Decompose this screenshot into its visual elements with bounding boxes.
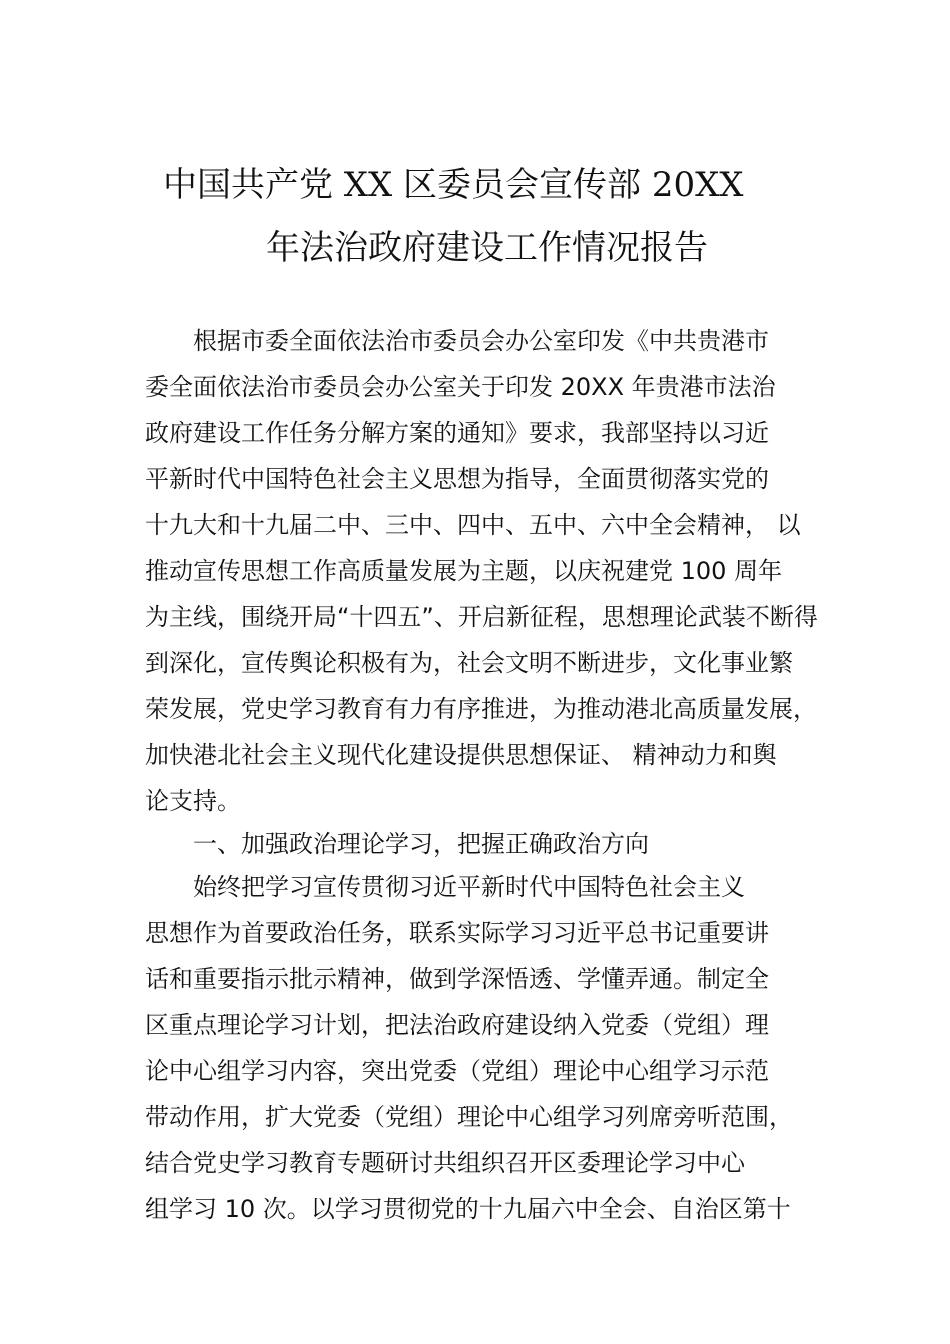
paragraph-line: 为主线，围绕开局“十四五”、开启新征程，思想理论武装不断得 <box>145 603 818 631</box>
paragraph-line: 推动宣传思想工作高质量发展为主题，以庆祝建党 100 周年 <box>145 557 783 585</box>
document-title-line-1: 中国共产党 XX 区委员会宣传部 20XX <box>163 165 744 205</box>
paragraph-line: 根据市委全面依法治市委员会办公室印发《中共贵港市 <box>193 327 769 355</box>
paragraph-line: 话和重要指示批示精神，做到学深悟透、学懂弄通。制定全 <box>145 965 769 993</box>
paragraph-line: 十九大和十九届二中、三中、四中、五中、六中全会精神， 以 <box>145 511 801 539</box>
paragraph-line: 始终把学习宣传贯彻习近平新时代中国特色社会主义 <box>193 873 745 901</box>
paragraph-line: 论支持。 <box>145 787 241 815</box>
paragraph-line: 政府建设工作任务分解方案的通知》要求，我部坚持以习近 <box>145 419 769 447</box>
paragraph-line: 论中心组学习内容，突出党委（党组）理论中心组学习示范 <box>145 1057 769 1085</box>
paragraph-line: 区重点理论学习计划，把法治政府建设纳入党委（党组）理 <box>145 1011 769 1039</box>
paragraph-line: 组学习 10 次。以学习贯彻党的十九届六中全会、自治区第十 <box>145 1195 791 1223</box>
paragraph-line: 荣发展，党史学习教育有力有序推进，为推动港北高质量发展， <box>145 695 817 723</box>
paragraph-1 <box>145 318 845 824</box>
paragraph-line: 带动作用，扩大党委（党组）理论中心组学习列席旁听范围， <box>145 1103 793 1131</box>
paragraph-line: 到深化，宣传舆论积极有为，社会文明不断进步，文化事业繁 <box>145 649 793 677</box>
section-heading: 一、加强政治理论学习，把握正确政治方向 <box>193 830 649 858</box>
paragraph-line: 结合党史学习教育专题研讨共组织召开区委理论学习中心 <box>145 1149 745 1177</box>
paragraph-line: 加快港北社会主义现代化建设提供思想保证、 精神动力和舆 <box>145 741 777 769</box>
paragraph-line: 平新时代中国特色社会主义思想为指导，全面贯彻落实党的 <box>145 465 769 493</box>
paragraph-line: 委全面依法治市委员会办公室关于印发 20XX 年贵港市法治 <box>145 373 776 401</box>
paragraph-line: 思想作为首要政治任务，联系实际学习习近平总书记重要讲 <box>145 919 769 947</box>
paragraph-2 <box>145 864 845 1234</box>
document-title-line-2: 年法治政府建设工作情况报告 <box>266 228 708 268</box>
